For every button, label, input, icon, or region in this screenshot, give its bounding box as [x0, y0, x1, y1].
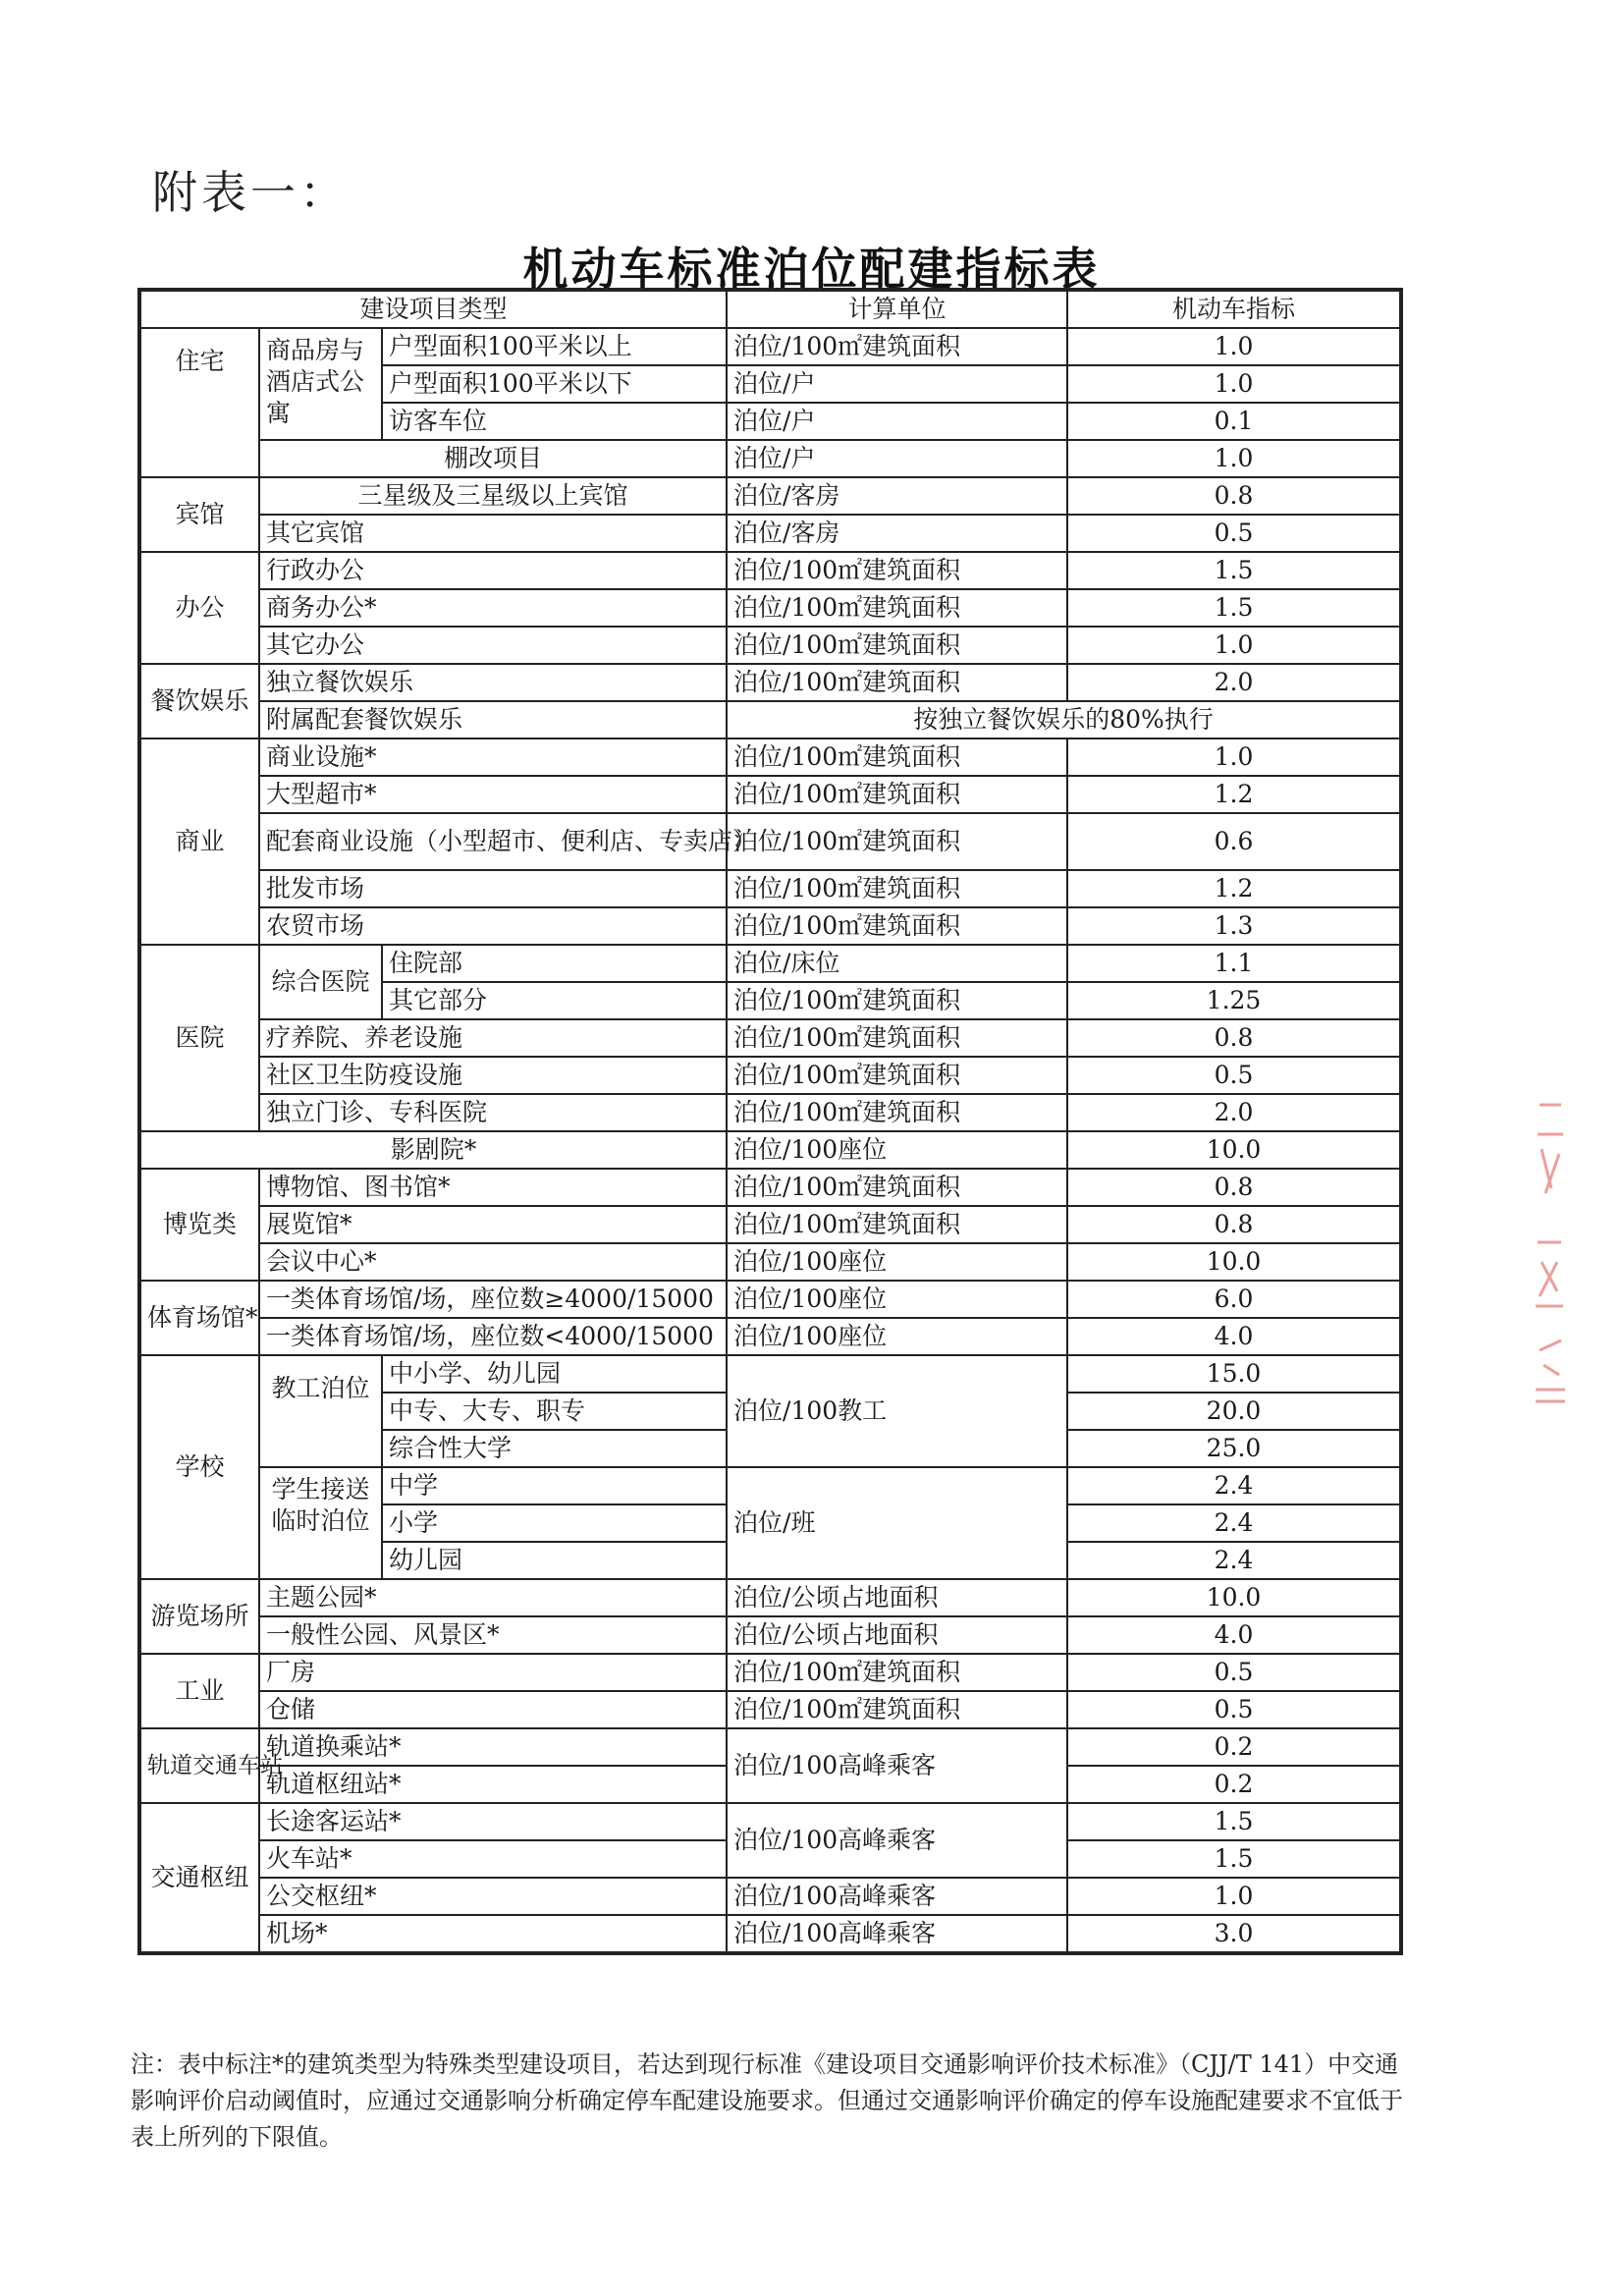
item-name: 商业设施*: [259, 738, 727, 776]
item-unit: 泊位/床位: [727, 945, 1067, 982]
item-value: 1.25: [1067, 982, 1401, 1019]
category-tourism: 游览场所: [139, 1579, 259, 1654]
item-name: 其它办公: [259, 627, 727, 664]
item-unit: 泊位/100㎡建筑面积: [727, 1691, 1067, 1728]
item-unit: 泊位/100座位: [727, 1281, 1067, 1318]
table-row: [139, 1243, 1401, 1281]
subcategory-general-hospital: 综合医院: [259, 945, 382, 1019]
subcategory-student-pickup: 学生接送临时泊位: [259, 1467, 382, 1579]
item-unit: 泊位/100㎡建筑面积: [727, 552, 1067, 589]
subcategory-commercial-housing: 商品房与酒店式公寓: [259, 328, 382, 440]
footnote: 注：表中标注*的建筑类型为特殊类型建设项目，若达到现行标准《建设项目交通影响评价技术标准》（CJJ/T 141）中交通影响评价启动阈值时，应通过交通影响分析确定停车配建设施要求。但通过交通影响评价确定的停车设施配建要求不宜低于表上所列的下限值。: [131, 2050, 1403, 2151]
item-value: 0.8: [1067, 1019, 1401, 1057]
item-unit: 泊位/100㎡建筑面积: [727, 1019, 1067, 1057]
table-row: [139, 627, 1401, 664]
item-unit: 泊位/班: [727, 1467, 1067, 1579]
item-value: 4.0: [1067, 1616, 1401, 1654]
item-value: 1.5: [1067, 589, 1401, 627]
item-name: 主题公园*: [259, 1579, 727, 1616]
item-name: 公交枢纽*: [259, 1878, 727, 1915]
item-name: 大型超市*: [259, 776, 727, 813]
table-row: [139, 1915, 1401, 1953]
item-value: 1.5: [1067, 552, 1401, 589]
item-unit: 泊位/100㎡建筑面积: [727, 1057, 1067, 1094]
item-unit: 泊位/100㎡建筑面积: [727, 627, 1067, 664]
table-row: [139, 907, 1401, 945]
item-value: 2.4: [1067, 1504, 1401, 1542]
category-commerce: 商业: [139, 738, 259, 945]
item-unit: 泊位/客房: [727, 515, 1067, 552]
item-value: 2.4: [1067, 1542, 1401, 1579]
header-index: 机动车指标: [1067, 290, 1401, 328]
table-row: [139, 664, 1401, 701]
item-value: 25.0: [1067, 1430, 1401, 1467]
item-value: 1.0: [1067, 440, 1401, 477]
table-row: [139, 1579, 1401, 1616]
item-value: 3.0: [1067, 1915, 1401, 1953]
table-row: [139, 813, 1401, 870]
item-value: 1.2: [1067, 776, 1401, 813]
table-row: [139, 1878, 1401, 1915]
item-unit: 泊位/户: [727, 440, 1067, 477]
item-value: 1.2: [1067, 870, 1401, 907]
item-name: 社区卫生防疫设施: [259, 1057, 727, 1094]
item-name: 棚改项目: [259, 440, 727, 477]
item-unit: 泊位/100教工: [727, 1355, 1067, 1467]
category-industry: 工业: [139, 1654, 259, 1728]
table-row: [139, 1169, 1401, 1206]
table-row: [139, 1691, 1401, 1728]
item-name: 小学: [382, 1504, 727, 1542]
table-row: [139, 515, 1401, 552]
item-unit: 泊位/100高峰乘客: [727, 1728, 1067, 1803]
item-value: 1.5: [1067, 1803, 1401, 1840]
category-rail: 轨道交通车站: [139, 1728, 259, 1803]
item-value: 0.2: [1067, 1728, 1401, 1766]
item-value: 1.3: [1067, 907, 1401, 945]
item-unit: 泊位/公顷占地面积: [727, 1579, 1067, 1616]
item-value: 15.0: [1067, 1355, 1401, 1393]
item-name: 独立餐饮娱乐: [259, 664, 727, 701]
item-value: 0.1: [1067, 403, 1401, 440]
item-unit: 泊位/100㎡建筑面积: [727, 776, 1067, 813]
item-unit: 泊位/100高峰乘客: [727, 1803, 1067, 1878]
table-row: [139, 440, 1401, 477]
table-row: [139, 1355, 1401, 1393]
item-name: 一般性公园、风景区*: [259, 1616, 727, 1654]
item-unit: 泊位/100㎡建筑面积: [727, 589, 1067, 627]
item-value: 4.0: [1067, 1318, 1401, 1355]
item-value: 0.5: [1067, 1057, 1401, 1094]
item-value: 0.8: [1067, 1169, 1401, 1206]
item-name: 中小学、幼儿园: [382, 1355, 727, 1393]
category-hotel: 宾馆: [139, 477, 259, 552]
category-office: 办公: [139, 552, 259, 664]
item-name: 一类体育场馆/场，座位数<4000/15000: [259, 1318, 727, 1355]
table-row: [139, 1131, 1401, 1169]
category-residential: 住宅: [139, 328, 259, 477]
item-value: 0.2: [1067, 1766, 1401, 1803]
item-unit: 泊位/100㎡建筑面积: [727, 1169, 1067, 1206]
item-unit: 泊位/100高峰乘客: [727, 1878, 1067, 1915]
item-unit: 泊位/100㎡建筑面积: [727, 738, 1067, 776]
category-transport-hub: 交通枢纽: [139, 1803, 259, 1953]
item-value: 1.0: [1067, 627, 1401, 664]
item-unit: 泊位/100㎡建筑面积: [727, 664, 1067, 701]
category-school: 学校: [139, 1355, 259, 1579]
item-name: 中专、大专、职专: [382, 1393, 727, 1430]
item-name: 博物馆、图书馆*: [259, 1169, 727, 1206]
item-name: 配套商业设施（小型超市、便利店、专卖店）: [259, 813, 727, 870]
item-name: 住院部: [382, 945, 727, 982]
item-name: 长途客运站*: [259, 1803, 727, 1840]
table-row: [139, 1728, 1401, 1766]
item-name: 厂房: [259, 1654, 727, 1691]
seal-stamp-fragment: [1532, 1095, 1569, 1409]
item-value: 2.0: [1067, 1094, 1401, 1131]
category-exhibition: 博览类: [139, 1169, 259, 1281]
item-unit: 泊位/100㎡建筑面积: [727, 328, 1067, 365]
table-title: 机动车标准泊位配建指标表: [522, 243, 1101, 296]
category-stadium: 体育场馆*: [139, 1281, 259, 1355]
item-name: 批发市场: [259, 870, 727, 907]
table-row: [139, 1654, 1401, 1691]
table-row: [139, 945, 1401, 982]
item-value: 10.0: [1067, 1131, 1401, 1169]
item-unit: 泊位/户: [727, 365, 1067, 403]
item-name: 疗养院、养老设施: [259, 1019, 727, 1057]
table-row: [139, 1616, 1401, 1654]
table-row: [139, 1206, 1401, 1243]
table-row: [139, 477, 1401, 515]
item-name: 独立门诊、专科医院: [259, 1094, 727, 1131]
item-name: 商务办公*: [259, 589, 727, 627]
item-unit: 泊位/户: [727, 403, 1067, 440]
item-value: 0.8: [1067, 1206, 1401, 1243]
item-unit: 泊位/100座位: [727, 1318, 1067, 1355]
item-value: 2.4: [1067, 1467, 1401, 1504]
item-value: 1.0: [1067, 738, 1401, 776]
item-value: 0.8: [1067, 477, 1401, 515]
item-name: 展览馆*: [259, 1206, 727, 1243]
table-row: [139, 589, 1401, 627]
item-name: 中学: [382, 1467, 727, 1504]
header-unit: 计算单位: [727, 290, 1067, 328]
item-value: 6.0: [1067, 1281, 1401, 1318]
item-name: 行政办公: [259, 552, 727, 589]
item-unit: 泊位/100座位: [727, 1243, 1067, 1281]
item-name: 户型面积100平米以下: [382, 365, 727, 403]
item-name: 访客车位: [382, 403, 727, 440]
table-row: [139, 552, 1401, 589]
item-name: 幼儿园: [382, 1542, 727, 1579]
item-value: 0.5: [1067, 515, 1401, 552]
item-name: 其它部分: [382, 982, 727, 1019]
table-row: [139, 1281, 1401, 1318]
item-value: 0.5: [1067, 1691, 1401, 1728]
table-row: [139, 776, 1401, 813]
item-name: 机场*: [259, 1915, 727, 1953]
item-value: 1.0: [1067, 365, 1401, 403]
item-unit: 泊位/100座位: [727, 1131, 1067, 1169]
item-value: 10.0: [1067, 1579, 1401, 1616]
appendix-label: 附表一：: [152, 166, 349, 219]
item-value: 2.0: [1067, 664, 1401, 701]
item-value: 1.0: [1067, 1878, 1401, 1915]
item-unit: 泊位/100㎡建筑面积: [727, 813, 1067, 870]
subcategory-staff-parking: 教工泊位: [259, 1355, 382, 1467]
item-value: 1.0: [1067, 328, 1401, 365]
merged-rule: 按独立餐饮娱乐的80%执行: [727, 701, 1401, 738]
item-name: 会议中心*: [259, 1243, 727, 1281]
header-type: 建设项目类型: [139, 290, 727, 328]
item-value: 20.0: [1067, 1393, 1401, 1430]
item-name: 农贸市场: [259, 907, 727, 945]
table-row: [139, 1467, 1401, 1504]
item-name: 轨道换乘站*: [259, 1728, 727, 1766]
table-row: [139, 870, 1401, 907]
header-row: [139, 290, 1401, 328]
item-name: 仓储: [259, 1691, 727, 1728]
table-row: [139, 1094, 1401, 1131]
item-value: 1.1: [1067, 945, 1401, 982]
table-row: [139, 1803, 1401, 1840]
category-hospital: 医院: [139, 945, 259, 1131]
item-name: 综合性大学: [382, 1430, 727, 1467]
item-value: 10.0: [1067, 1243, 1401, 1281]
item-unit: 泊位/100㎡建筑面积: [727, 1094, 1067, 1131]
table-row: [139, 738, 1401, 776]
item-name: 轨道枢纽站*: [259, 1766, 727, 1803]
item-value: 0.5: [1067, 1654, 1401, 1691]
item-name: 户型面积100平米以上: [382, 328, 727, 365]
item-unit: 泊位/100高峰乘客: [727, 1915, 1067, 1953]
item-name: 影剧院*: [139, 1131, 727, 1169]
table-row: [139, 1318, 1401, 1355]
item-unit: 泊位/100㎡建筑面积: [727, 982, 1067, 1019]
category-dining: 餐饮娱乐: [139, 664, 259, 738]
item-unit: 泊位/100㎡建筑面积: [727, 1654, 1067, 1691]
item-unit: 泊位/100㎡建筑面积: [727, 907, 1067, 945]
item-name: 其它宾馆: [259, 515, 727, 552]
item-name: 三星级及三星级以上宾馆: [259, 477, 727, 515]
parking-standard-table: [137, 288, 1403, 1955]
item-value: 1.5: [1067, 1840, 1401, 1878]
item-name: 一类体育场馆/场，座位数≥4000/15000: [259, 1281, 727, 1318]
table-row: [139, 1019, 1401, 1057]
item-unit: 泊位/客房: [727, 477, 1067, 515]
item-name: 火车站*: [259, 1840, 727, 1878]
table-row: [139, 701, 1401, 738]
item-unit: 泊位/100㎡建筑面积: [727, 1206, 1067, 1243]
table-row: [139, 1057, 1401, 1094]
item-name: 附属配套餐饮娱乐: [259, 701, 727, 738]
table-row: [139, 328, 1401, 365]
item-unit: 泊位/公顷占地面积: [727, 1616, 1067, 1654]
item-value: 0.6: [1067, 813, 1401, 870]
item-unit: 泊位/100㎡建筑面积: [727, 870, 1067, 907]
